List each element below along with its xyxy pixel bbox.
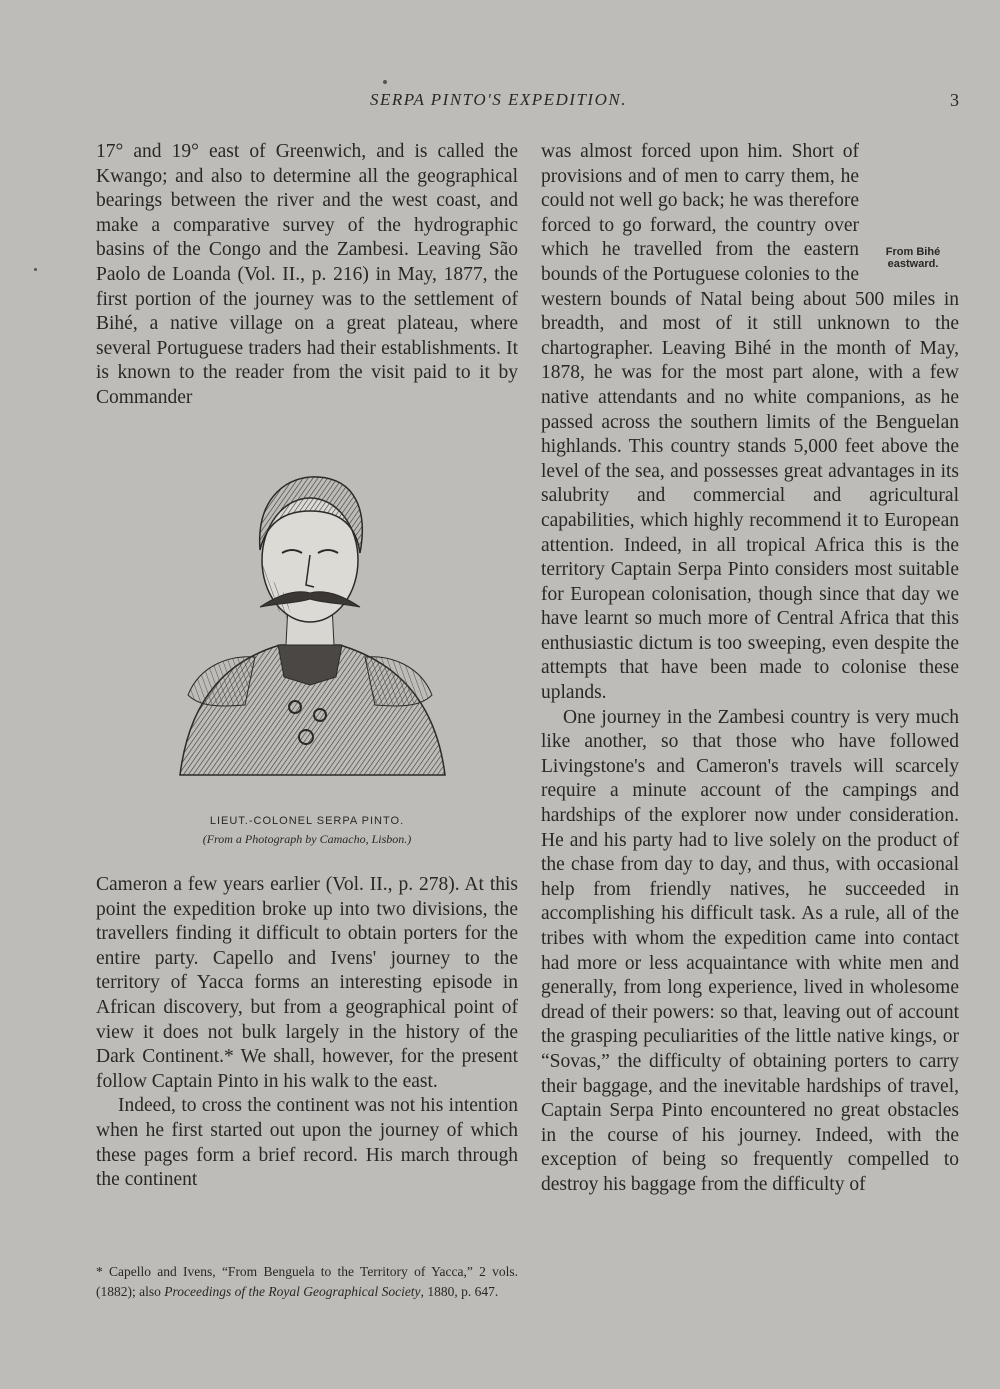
paragraph-forced: was almost forced upon him. Short of provisions and of men to carry them, he could not well go back; he was therefore forced to go forward, the country over which he travelled from the eastern bounds of the Portuguese colonies to the western bounds of Natal being about 500 miles in breadth, and most of it still unknown to the chartographer. Leaving Bihé in the month of May, 1878, he was for the most part alone, with a few native attendants and no white companions, as he passed across the southern limits of the Benguelan highlands. This country stands 5,000 feet above the level of the sea, and possesses great advantages in its salubrity and commercial and agricultural capabilities, which highly recommend it to European attention. Indeed, in all tropical Africa this is the territory Captain Serpa Pinto considers most suitable for European colonisation, though since that day we have learnt so much more of Central Africa that this enthusiastic dictum is too sweeping, even despite the attempts that have been made to colonise these uplands. xyxy=(541,141,959,704)
portrait-engraving xyxy=(160,445,460,805)
footnote-text-end: , 1880, p. 647. xyxy=(420,1284,499,1299)
running-title: SERPA PINTO'S EXPEDITION. xyxy=(370,90,627,109)
figure-caption xyxy=(96,812,518,848)
caption-credit: (From a Photograph by Camacho, Lisbon.) xyxy=(202,832,412,846)
paragraph-cameron: Cameron a few years earlier (Vol. II., p. 278). At this point the expedition broke up into two divisions, the travellers finding it difficult to obtain porters for the entire party. Capello and Ivens' journey to the territory of Yacca forms an interesting episode in African discovery, but from a geographical point of view it does not bulk largely in the history of the Dark Continent.* We shall, however, for the present follow Captain Pinto in his walk to the east. xyxy=(96,874,518,1092)
paragraph-indeed: Indeed, to cross the continent was not his intention when he first started out upon the journey of which these pages form a brief record. His march through the continent xyxy=(96,1095,518,1191)
caption-title: LIEUT.-COLONEL SERPA PINTO. xyxy=(209,815,405,827)
left-column-bottom xyxy=(96,873,518,1193)
portrait-figure xyxy=(160,445,460,805)
page-header xyxy=(0,90,1000,114)
print-speck xyxy=(383,80,387,84)
paragraph-continued: 17° and 19° east of Greenwich, and is called the Kwango; and also to determine all the geographical bearings between the river and the west coast, and make a comparative survey of the hydrographic basins of the Congo and the Zambesi. Leaving São Paolo de Loanda (Vol. II., p. 216) in May, 1877, the first portion of the journey was to the settlement of Bihé, a native village on a great plateau, where several Portuguese traders had their establishments. It is known to the reader from the visit paid to it by Commander xyxy=(96,141,518,408)
page-number: 3 xyxy=(950,90,959,110)
footnote-journal-title: Proceedings of the Royal Geographical Society xyxy=(164,1284,421,1299)
footnote xyxy=(96,1262,518,1302)
paragraph-zambesi: One journey in the Zambesi country is very much like another, so that those who have followed Livingstone's and Cameron's travels will scarcely require a minute account of the campings and hardships of the explorer now under consideration. He and his party had to live solely on the product of the chase from day to day, and thus, with occasional help from friendly natives, he succeeded in accomplishing his difficult task. As a rule, all of the tribes with whom the expedition came into contact had more or less acquaintance with white men and generally, from long experience, lived in wholesome dread of their powers: so that, leaving out of account the grasping peculiarities of the little native kings, or “Sovas,” the difficulty of obtaining porters to carry their baggage, and the inevitable hardships of travel, Captain Serpa Pinto encountered no great obstacles in the course of his journey. Indeed, with the exception of being so frequently compelled to destroy his baggage from the difficulty of xyxy=(541,706,959,1195)
margin-note: From Bihé eastward. xyxy=(885,246,941,270)
right-column xyxy=(541,140,959,1198)
footnote-text-start: * Capello and Ivens, “From Benguela to the Territory of Yacca,” 2 vols. (1882); also xyxy=(96,1264,518,1299)
left-column-top xyxy=(96,140,518,411)
print-speck xyxy=(34,268,37,271)
